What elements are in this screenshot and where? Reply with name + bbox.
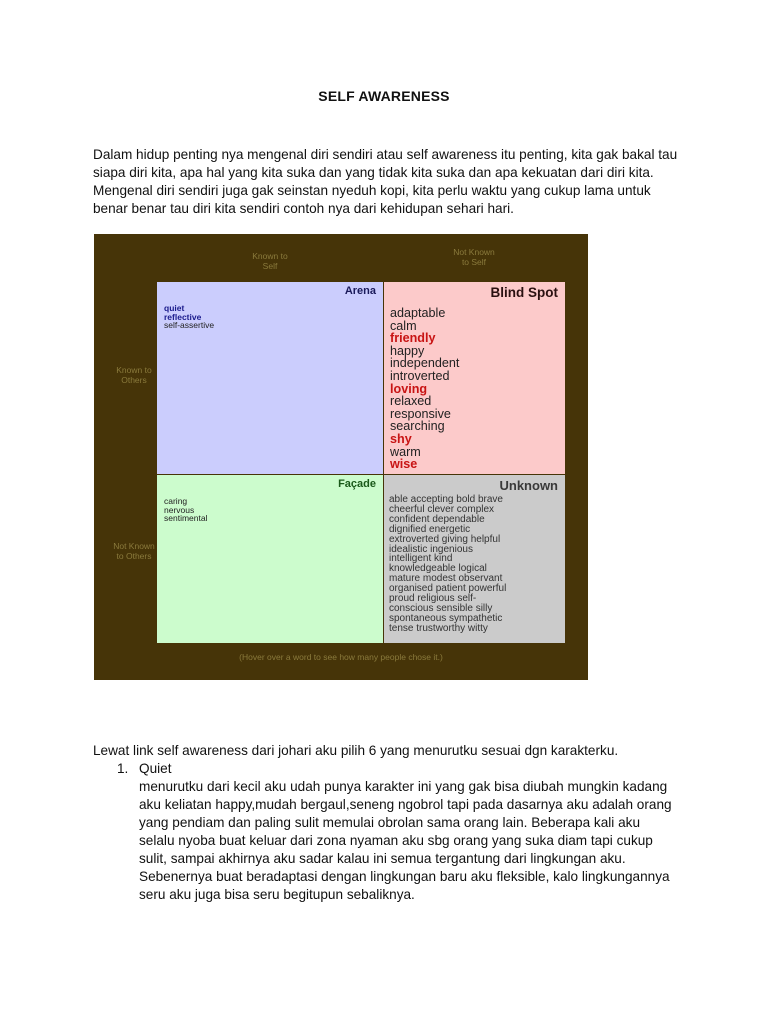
unknown-word-list [389,495,561,634]
header-known-to-self: Known to Self [252,251,288,271]
facade-word[interactable]: caring [164,496,188,506]
blind-spot-word[interactable]: searching [390,419,445,434]
unknown-word-line[interactable]: idealistic ingenious [389,543,473,555]
blind-spot-word-highlighted[interactable]: shy [390,431,412,446]
intro-paragraph: Dalam hidup penting nya mengenal diri sendiri atau self awareness itu penting, kita gak bakal tau siapa diri kita, apa hal yang kita suka dan yang tidak kita suka dan apa kekuatan dari diri kita. Mengenal diri sendiri juga gak seinstan nyeduh kopi, kita perlu waktu yang cukup lama untuk benar benar tau diri kita sendiri contoh nya dari kehidupan sehari hari. [93,147,678,216]
blind-spot-word[interactable]: responsive [390,406,451,421]
facade-quadrant [157,475,383,643]
facade-word[interactable]: sentimental [164,513,208,523]
arena-word[interactable]: self-assertive [164,320,215,330]
blind-spot-word[interactable]: adaptable [390,306,446,320]
arena-title: Arena [344,285,376,297]
unknown-word-line[interactable]: organised patient powerful [389,583,507,595]
list-item-label: Quiet [139,761,172,776]
blind-spot-word[interactable]: independent [390,356,460,371]
unknown-title: Unknown [499,478,558,493]
blind-spot-word[interactable]: calm [390,318,417,333]
list-item-number: 1. [117,761,129,776]
blind-spot-word[interactable]: happy [390,343,425,358]
unknown-word-line[interactable]: mature modest observant [389,573,503,585]
header-not-known-to-self: Not Known to Self [453,247,495,267]
arena-quadrant [157,282,383,474]
unknown-word-line[interactable]: conscious sensible silly [389,602,493,614]
facade-word[interactable]: nervous [164,504,195,515]
unknown-word-line[interactable]: proud religious self- [389,593,477,605]
blind-spot-word-highlighted[interactable]: friendly [390,331,436,346]
unknown-word-line[interactable]: intelligent kind [389,553,453,565]
arena-word-list [164,304,214,330]
facade-title: Façade [338,478,376,490]
johari-window-image [94,234,588,680]
unknown-word-line[interactable]: confident dependable [389,513,485,525]
blind-spot-word[interactable]: relaxed [390,394,432,409]
unknown-word-line[interactable]: knowledgeable logical [389,563,487,575]
document-title: SELF AWARENESS [318,88,450,104]
unknown-word-line[interactable]: able accepting bold brave [389,494,503,505]
blind-spot-word-highlighted[interactable]: wise [390,457,418,472]
blind-spot-word[interactable]: warm [390,444,421,459]
arena-word[interactable]: reflective [164,311,202,322]
unknown-word-line[interactable]: spontaneous sympathetic [389,612,503,624]
list-item-body: menurutku dari kecil aku udah punya karakter ini yang gak bisa diubah mungkin kadang aku keliatan happy,mudah bergaul,seneng ngobrol tapi pada dasarnya aku adalah orang yang pendiam dan paling sulit memulai obrolan sama orang lain. Beberapa kali aku selalu nyoba buat keluar dari zona nyaman aku sbg orang yang suka diam tapi cukup sulit, sampai akhirnya aku sadar kalau ini semua tergantung dari lingkungan aku. Sebenernya buat beradaptasi dengan lingkungan baru aku fleksible, kalo lingkungannya seru aku juga bisa seru begitupun sebaliknya. [139,779,672,902]
facade-word-list [164,497,207,523]
lead-paragraph: Lewat link self awareness dari johari aku pilih 6 yang menurutku sesuai dgn karakterku. [93,743,619,758]
arena-word[interactable]: quiet [164,303,185,313]
unknown-word-line[interactable]: extroverted giving helpful [389,533,501,545]
unknown-word-line[interactable]: tense trustworthy witty [389,622,488,634]
unknown-word-line[interactable]: dignified energetic [389,523,471,535]
header-not-known-to-others: Not Known to Others [113,541,155,561]
blind-spot-word[interactable]: introverted [390,368,450,383]
blind-spot-word-highlighted[interactable]: loving [390,381,428,396]
blind-spot-word-list [390,307,459,471]
unknown-quadrant [384,475,565,643]
blind-spot-quadrant [384,282,565,474]
hover-note: (Hover over a word to see how many people chose it.) [239,652,443,662]
unknown-word-line[interactable]: cheerful clever complex [389,503,495,515]
header-known-to-others: Known to Others [116,365,152,385]
blind-spot-title: Blind Spot [490,285,558,300]
